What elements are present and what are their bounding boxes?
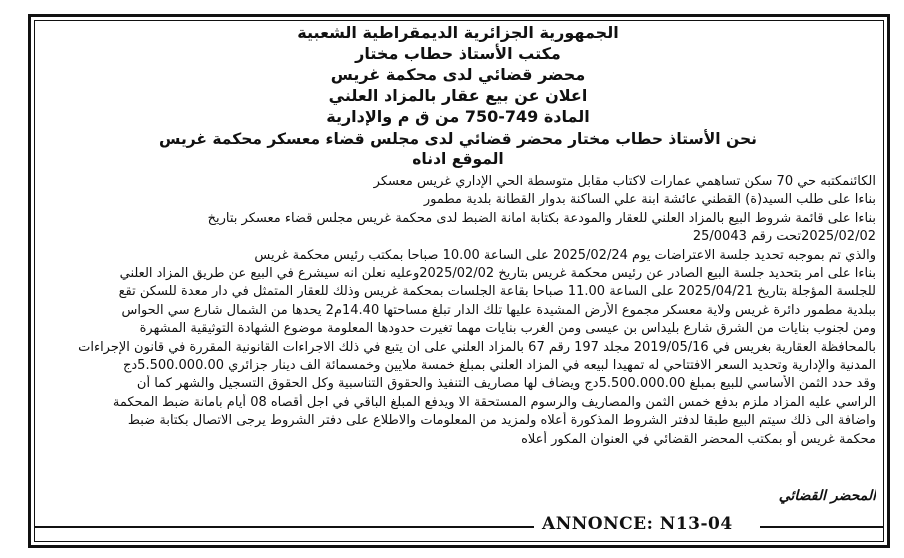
- subheader-line-1: نحن الأستاذ حطاب مختار محضر قضائي لدى مجلس قضاء معسكر محكمة غريس: [159, 130, 757, 148]
- body-line: الكائنمكتبه حي 70 سكن تساهمي عمارات لاكتاب مقابل متوسطة الحي الإداري غريس معسكر: [373, 174, 876, 189]
- body-line: 2025/02/02تحت رقم 25/0043: [692, 229, 876, 245]
- header-republic: الجمهورية الجزائرية الديمقراطية الشعبية: [297, 23, 619, 42]
- announcement-content: [40, 22, 876, 522]
- annonce-number: ANNONCE: N13-04: [536, 514, 739, 534]
- body-line: بناءا على طلب السيد(ة) القطني عائشة ابنة علي الساكنة بدوار القطانة بلدية مطمور: [423, 192, 876, 208]
- sub-header: [40, 129, 876, 169]
- body-line: بناءا على امر بتحديد جلسة البيع الصادر عن رئيس محكمة غريس بتاريخ 2025/02/02وعليه نعلن انه سيشرع في البيع عن طريق المزاد العلني: [119, 266, 876, 282]
- announcement-body: [40, 173, 876, 449]
- bottom-rule-right: [760, 526, 884, 528]
- body-line: والذي تم بموجبه تحديد جلسة الاعتراضات يوم 2025/02/24 على الساعة 10.00 صباحا بمكتب رئيس محكمة غريس: [254, 247, 876, 263]
- header-bailiff: محضر قضائي لدى محكمة غريس: [330, 65, 586, 84]
- body-line: وقد حدد الثمن الأساسي للبيع بمبلغ 5.500.000.00دج ويضاف لها مصاريف التنفيذ والحقوق التناسبية وكل الحقوق التسجيل والشهر كما أن: [136, 376, 876, 392]
- header-office: مكتب الأستاذ حطاب مختار: [355, 44, 561, 63]
- bottom-rule-left: [34, 526, 534, 528]
- header-article: المادة 749-750 من ق م والإدارية: [326, 107, 590, 126]
- body-line: محكمة غريس أو بمكتب المحضر القضائي في العنوان المكور أعلاه: [521, 431, 876, 447]
- header-block: [40, 22, 876, 127]
- body-line: بالمحافظة العقارية بغريس في 2019/05/16 مجلد 197 رقم 67 بالمزاد العلني على ان يتبع في ذلك الاجراءات القانونية المقررة في قانون الإجراءات: [78, 339, 876, 355]
- body-line: واضافة الى ذلك سيتم البيع طبقا لدفتر الشروط المذكورة أعلاه ولمزيد من المعلومات والاطلاع على دفتر الشروط يرجى الاتصال بكتابة ضبط: [127, 413, 876, 429]
- body-line: الراسي عليه المزاد ملزم بدفع خمس الثمن والمصاريف والرسوم المستحقة الا ويدفع المبلغ الباقي في اجل أقصاه 08 أيام بامانة ضبط المحكمة: [112, 394, 876, 410]
- body-line: بناءا على قائمة شروط البيع بالمزاد العلني للعقار والمودعة بكتابة امانة الضبط لدى محكمة غريس مجلس قضاء معسكر بتاريخ: [207, 210, 876, 226]
- body-line: للجلسة المؤجلة بتاريخ 2025/04/21 على الساعة 11.00 صباحا بقاعة الجلسات بمحكمة غريس وذلك للعقار المتمثل في دار معدة للسكن تقع: [118, 284, 876, 300]
- signature: المحضر القضائي: [778, 488, 876, 504]
- header-title: اعلان عن بيع عقار بالمزاد العلني: [328, 86, 588, 105]
- body-line: المدنية والإدارية وتحديد السعر الافتتاحي له تمهيدا لبيعه في المزاد العلني بمبلغ خمسة ملايين وخمسمائة الف دينار جزائري 5.500.000.00دج: [122, 358, 876, 374]
- body-line: ومن لجنوب بنايات من الشرق شارع بليداس بن عيسى ومن الغرب بنايات مهما تغيرت حدودها المعلومة موضوع الشهادة التوثيقية المشهرة: [139, 321, 876, 337]
- body-line: ببلدية مطمور دائرة غريس ولاية معسكر مجموع الأرض المشيدة عليها تلك الدار تبلغ مساحتها 14.40م2 يحدها من الشمال شارع سي الحواس: [121, 302, 876, 318]
- subheader-line-2: الموقع ادناه: [412, 150, 504, 168]
